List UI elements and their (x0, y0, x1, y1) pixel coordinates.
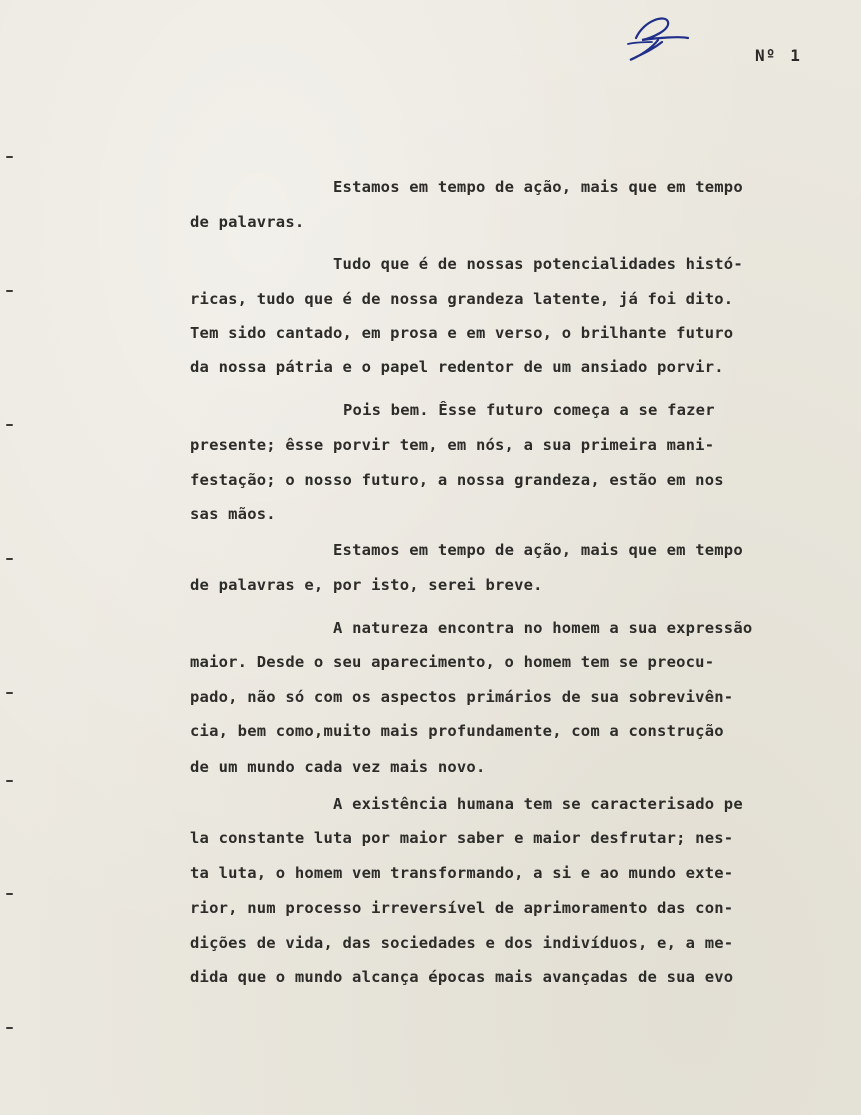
text-line: rior, num processo irreversível de aprimoramento das con- (190, 899, 734, 917)
margin-mark (6, 1027, 13, 1029)
text-line: A existência humana tem se caracterisado pe (333, 795, 743, 813)
margin-mark (6, 558, 13, 560)
text-line: Tudo que é de nossas potencialidades histó- (333, 255, 743, 273)
text-line: de um mundo cada vez mais novo. (190, 758, 486, 776)
text-line: Estamos em tempo de ação, mais que em tempo (333, 541, 743, 559)
text-line: da nossa pátria e o papel redentor de um ansiado porvir. (190, 358, 724, 376)
margin-mark (6, 692, 13, 694)
text-line: festação; o nosso futuro, a nossa grandeza, estão em nos (190, 471, 724, 489)
text-line: presente; êsse porvir tem, em nós, a sua primeira mani- (190, 436, 715, 454)
text-line: ricas, tudo que é de nossa grandeza latente, já foi dito. (190, 290, 734, 308)
margin-mark (6, 780, 13, 782)
text-line: pado, não só com os aspectos primários de sua sobrevivên- (190, 688, 734, 706)
margin-mark (6, 893, 13, 895)
text-line: Estamos em tempo de ação, mais que em tempo (333, 178, 743, 196)
text-line: dições de vida, das sociedades e dos indivíduos, e, a me- (190, 934, 734, 952)
text-line: la constante luta por maior saber e maior desfrutar; nes- (190, 829, 734, 847)
page-number-value: 1 (790, 46, 801, 65)
handwritten-initials (622, 8, 692, 64)
text-line: ta luta, o homem vem transformando, a si e ao mundo exte- (190, 864, 734, 882)
text-line: Pois bem. Êsse futuro começa a se fazer (343, 401, 715, 419)
margin-mark (6, 290, 13, 292)
text-line: Tem sido cantado, em prosa e em verso, o brilhante futuro (190, 324, 734, 342)
page-number (755, 46, 801, 65)
text-line: cia, bem como,muito mais profundamente, com a construção (190, 722, 724, 740)
page-number-label: Nº (755, 46, 777, 65)
margin-mark (6, 424, 13, 426)
text-line: de palavras e, por isto, serei breve. (190, 576, 543, 594)
text-line: maior. Desde o seu aparecimento, o homem tem se preocu- (190, 653, 715, 671)
text-line: de palavras. (190, 213, 305, 231)
text-line: sas mãos. (190, 505, 276, 523)
margin-mark (6, 156, 13, 158)
text-line: A natureza encontra no homem a sua expressão (333, 619, 753, 637)
text-line: dida que o mundo alcança épocas mais avançadas de sua evo (190, 968, 734, 986)
